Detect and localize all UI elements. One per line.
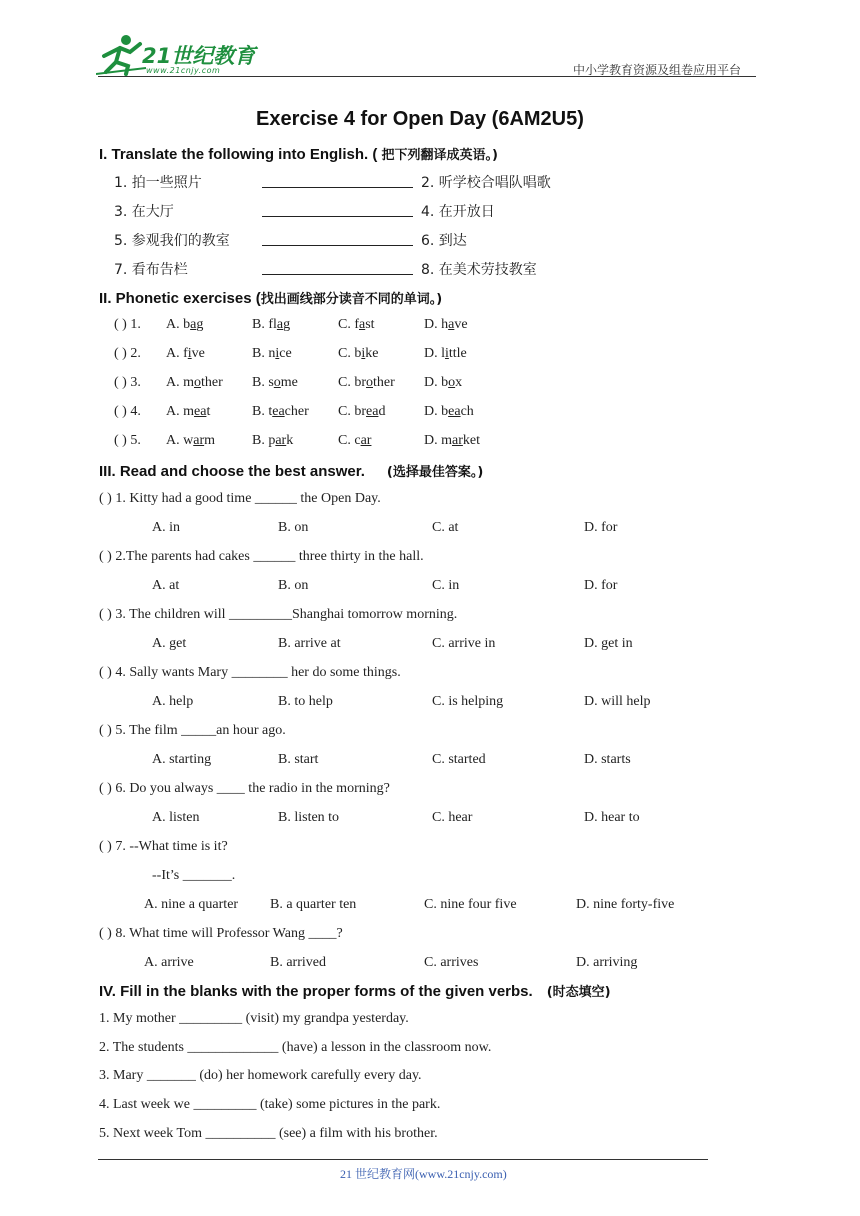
logo-url: www.21cnjy.com <box>146 66 221 75</box>
mcq-question: ( ) 3. The children will _________Shanghai tomorrow morning. <box>99 607 458 622</box>
translate-item: 6. 到达 <box>421 233 467 249</box>
mcq-option[interactable]: C. at <box>432 520 459 535</box>
section-1-heading: I. Translate the following into English. ( 把下列翻译成英语。) <box>99 146 498 163</box>
phonetic-option: B. nice <box>252 346 292 361</box>
translate-item: 8. 在美术劳技教室 <box>421 262 537 278</box>
question-number[interactable]: ( ) 3. <box>114 375 141 390</box>
mcq-option[interactable]: D. arriving <box>576 955 638 970</box>
mcq-option[interactable]: D. will help <box>584 694 651 709</box>
question-number[interactable]: ( ) 5. <box>114 433 141 448</box>
mcq-question: ( ) 7. --What time is it? <box>99 839 228 854</box>
mcq-option[interactable]: B. start <box>278 752 319 767</box>
mcq-question-line: --It’s _______. <box>152 868 236 883</box>
translate-item: 1. 拍一些照片 <box>114 175 202 191</box>
section-3-heading: III. Read and choose the best answer. (选择最佳答案。) <box>99 463 484 480</box>
translate-item: 2. 听学校合唱队唱歌 <box>421 175 551 191</box>
phonetic-option: A. five <box>166 346 205 361</box>
phonetic-option: D. have <box>424 317 468 332</box>
fill-blank-item: 5. Next week Tom __________ (see) a film with his brother. <box>99 1126 438 1141</box>
mcq-question: ( ) 8. What time will Professor Wang ____? <box>99 926 343 941</box>
fill-blank-item: 2. The students _____________ (have) a lesson in the classroom now. <box>99 1040 492 1055</box>
footer-divider <box>98 1159 708 1160</box>
translate-item: 3. 在大厅 <box>114 204 174 220</box>
mcq-option[interactable]: B. to help <box>278 694 333 709</box>
mcq-option[interactable]: B. on <box>278 578 309 593</box>
phonetic-option: C. car <box>338 433 372 448</box>
header-divider <box>98 76 756 77</box>
phonetic-option: B. park <box>252 433 294 448</box>
question-number[interactable]: ( ) 4. <box>114 404 141 419</box>
mcq-option[interactable]: B. listen to <box>278 810 340 825</box>
mcq-option[interactable]: C. in <box>432 578 460 593</box>
phonetic-option: D. box <box>424 375 463 390</box>
phonetic-option: B. some <box>252 375 298 390</box>
mcq-option[interactable]: C. started <box>432 752 486 767</box>
logo-text: 21世纪教育 <box>142 44 256 68</box>
phonetic-option: D. market <box>424 433 480 448</box>
translate-item: 5. 参观我们的教室 <box>114 233 230 249</box>
fill-blank-item: 3. Mary _______ (do) her homework carefully every day. <box>99 1068 422 1083</box>
phonetic-option: B. flag <box>252 317 291 332</box>
mcq-option[interactable]: A. help <box>152 694 194 709</box>
phonetic-option: A. mother <box>166 375 223 390</box>
mcq-option[interactable]: A. get <box>152 636 187 651</box>
phonetic-option: C. bike <box>338 346 379 361</box>
mcq-option[interactable]: D. for <box>584 578 618 593</box>
mcq-option[interactable]: A. at <box>152 578 180 593</box>
mcq-option[interactable]: D. hear to <box>584 810 640 825</box>
phonetic-option: D. little <box>424 346 467 361</box>
fill-blank-item: 1. My mother _________ (visit) my grandpa yesterday. <box>99 1011 409 1026</box>
phonetic-option: A. warm <box>166 433 216 448</box>
mcq-option[interactable]: C. arrives <box>424 955 479 970</box>
section-2-heading: II. Phonetic exercises (找出画线部分读音不同的单词。) <box>99 290 443 307</box>
mcq-option[interactable]: C. hear <box>432 810 473 825</box>
fill-blank-item: 4. Last week we _________ (take) some pictures in the park. <box>99 1097 441 1112</box>
mcq-option[interactable]: A. nine a quarter <box>144 897 239 912</box>
mcq-question: ( ) 4. Sally wants Mary ________ her do some things. <box>99 665 401 680</box>
mcq-option[interactable]: D. get in <box>584 636 633 651</box>
phonetic-option: B. teacher <box>252 404 309 419</box>
phonetic-option: A. bag <box>166 317 204 332</box>
phonetic-option: C. brother <box>338 375 395 390</box>
mcq-question: ( ) 1. Kitty had a good time ______ the Open Day. <box>99 491 381 506</box>
mcq-option[interactable]: C. arrive in <box>432 636 496 651</box>
mcq-option[interactable]: A. starting <box>152 752 212 767</box>
runner-logo-icon <box>96 34 146 76</box>
mcq-option[interactable]: C. nine four five <box>424 897 517 912</box>
phonetic-option: C. fast <box>338 317 375 332</box>
logo <box>96 34 256 76</box>
phonetic-option: A. meat <box>166 404 211 419</box>
translate-item: 4. 在开放日 <box>421 204 495 220</box>
mcq-option[interactable]: A. in <box>152 520 180 535</box>
mcq-option[interactable]: D. nine forty-five <box>576 897 675 912</box>
question-number[interactable]: ( ) 2. <box>114 346 141 361</box>
mcq-question: ( ) 6. Do you always ____ the radio in the morning? <box>99 781 390 796</box>
section-4-heading: IV. Fill in the blanks with the proper forms of the given verbs. (时态填空) <box>99 983 611 1000</box>
question-number[interactable]: ( ) 1. <box>114 317 141 332</box>
phonetic-option: D. beach <box>424 404 474 419</box>
mcq-question: ( ) 2.The parents had cakes ______ three thirty in the hall. <box>99 549 424 564</box>
mcq-option[interactable]: B. arrive at <box>278 636 341 651</box>
platform-name: 中小学教育资源及组卷应用平台 <box>573 63 742 77</box>
mcq-option[interactable]: C. is helping <box>432 694 504 709</box>
mcq-question: ( ) 5. The film _____an hour ago. <box>99 723 286 738</box>
phonetic-option: C. bread <box>338 404 386 419</box>
footer-source: 21 世纪教育网(www.21cnjy.com) <box>340 1167 507 1181</box>
answer-line[interactable] <box>262 245 413 246</box>
mcq-option[interactable]: A. arrive <box>144 955 194 970</box>
answer-line[interactable] <box>262 187 413 188</box>
translate-item: 7. 看布告栏 <box>114 262 188 278</box>
mcq-option[interactable]: D. starts <box>584 752 631 767</box>
mcq-option[interactable]: B. a quarter ten <box>270 897 357 912</box>
answer-line[interactable] <box>262 274 413 275</box>
mcq-option[interactable]: B. arrived <box>270 955 326 970</box>
mcq-option[interactable]: A. listen <box>152 810 200 825</box>
page-title: Exercise 4 for Open Day (6AM2U5) <box>256 108 584 130</box>
answer-line[interactable] <box>262 216 413 217</box>
mcq-option[interactable]: B. on <box>278 520 309 535</box>
mcq-option[interactable]: D. for <box>584 520 618 535</box>
